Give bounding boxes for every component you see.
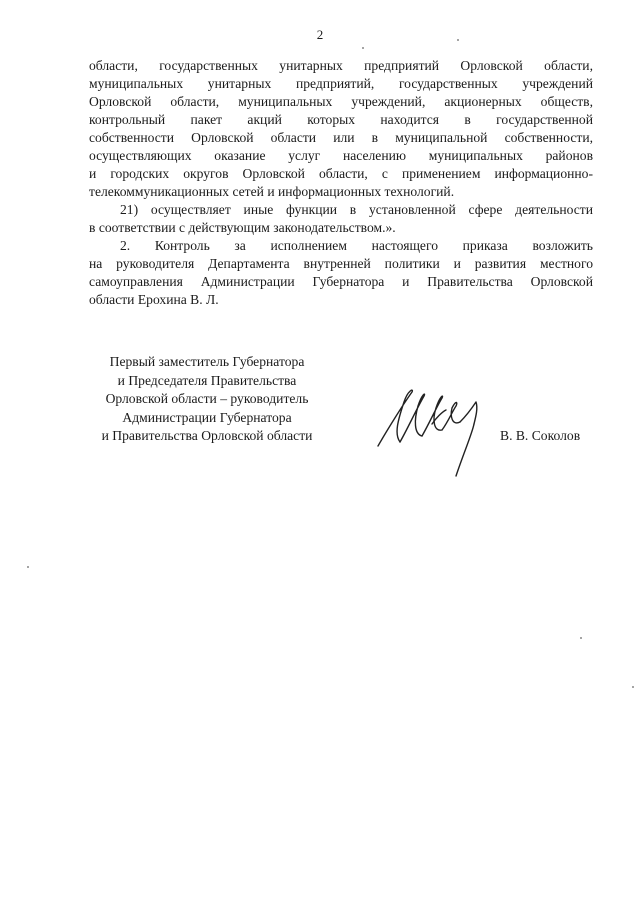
document-body <box>89 57 593 309</box>
scan-speck <box>457 39 459 41</box>
paragraph-continuation <box>89 57 593 201</box>
text-line: и городских округов Орловской области, с применением информационно- <box>89 166 593 181</box>
handwritten-signature <box>372 372 500 484</box>
scan-speck <box>362 47 364 49</box>
text-line: 2. Контроль за исполнением настоящего приказа возложить <box>120 238 593 253</box>
text-line: области Ерохина В. Л. <box>89 292 219 307</box>
scan-speck <box>27 566 29 568</box>
signer-name: В. В. Соколов <box>500 428 581 443</box>
text-line: в соответствии с действующим законодательством.». <box>89 220 396 235</box>
text-line: 21) осуществляет иные функции в установленной сфере деятельности <box>120 202 593 217</box>
position-line: и Председателя Правительства <box>117 372 297 388</box>
paragraph-item-21 <box>89 201 593 237</box>
text-line: области, государственных унитарных предприятий Орловской области, <box>89 58 593 73</box>
text-line: телекоммуникационных сетей и информационных технологий. <box>89 184 455 199</box>
text-line: осуществляющих оказание услуг населению муниципальных районов <box>89 148 593 163</box>
position-line: Первый заместитель Губернатора <box>109 354 305 369</box>
scan-speck <box>580 637 582 639</box>
text-line: контрольный пакет акций которых находится в государственной <box>89 112 593 127</box>
position-line: Орловской области – руководитель <box>105 391 309 406</box>
text-line: муниципальных унитарных предприятий, государственных учреждений <box>89 76 593 91</box>
scan-speck <box>632 686 634 688</box>
signatory-position <box>82 353 332 446</box>
text-line: на руководителя Департамента внутренней политики и развития местного <box>89 256 593 271</box>
text-line: самоуправления Администрации Губернатора и Правительства Орловской <box>89 274 593 289</box>
paragraph-control-clause <box>89 237 593 309</box>
position-line: Администрации Губернатора <box>122 409 292 425</box>
position-line: и Правительства Орловской области <box>101 428 313 443</box>
text-line: собственности Орловской области или в муниципальной собственности, <box>89 130 593 145</box>
text-line: Орловской области, муниципальных учреждений, акционерных обществ, <box>89 94 593 109</box>
page-number: 2 <box>316 27 324 42</box>
